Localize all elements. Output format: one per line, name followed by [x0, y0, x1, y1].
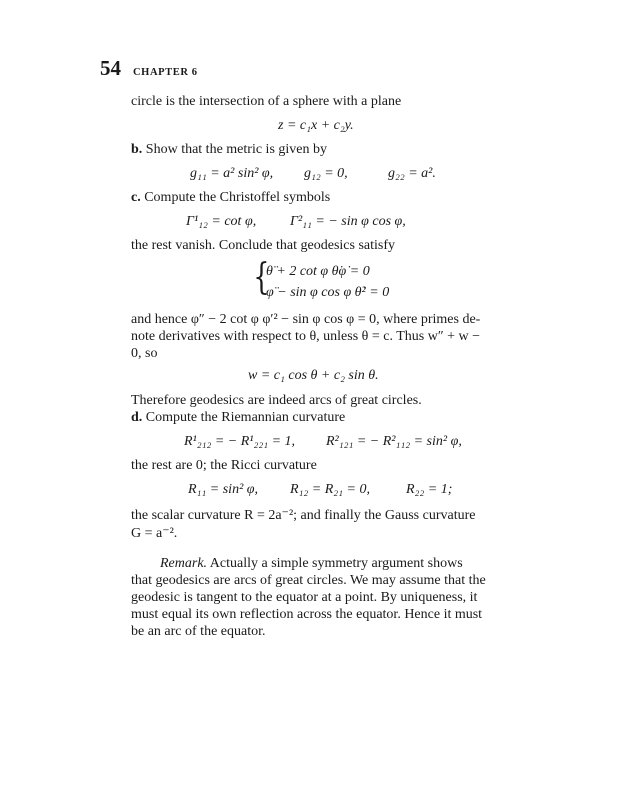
metric-g11: g₁₁ = a² sin² φ,	[190, 166, 274, 181]
text-line: Therefore geodesics are indeed arcs of great circles.	[131, 393, 422, 408]
metric-g22: g₂₂ = a².	[388, 166, 436, 181]
page-header	[100, 56, 198, 81]
text-line: the rest vanish. Conclude that geodesics satisfy	[131, 238, 395, 253]
part-b	[131, 142, 327, 158]
page-number: 54	[100, 56, 121, 80]
ricci-12: R₁₂ = R₂₁ = 0,	[290, 482, 370, 497]
text-line: 0, so	[131, 346, 158, 361]
part-d	[131, 410, 345, 426]
christoffel-1: Γ¹₁₂ = cot φ,	[186, 214, 257, 229]
text-line: must equal its own reflection across the equator. Hence it must	[131, 607, 483, 622]
text-line: and hence φ″ − 2 cot φ φ′² − sin φ cos φ = 0, where primes de-	[131, 312, 481, 327]
plane-equation: z = c₁x + c₂y.	[278, 118, 354, 133]
part-c-label: c.	[131, 190, 141, 205]
text-line: that geodesics are arcs of great circles. We may assume that the	[131, 573, 486, 588]
chapter-title: CHAPTER 6	[133, 67, 198, 78]
geodesic-eq-2: φ̈ − sin φ cos φ θ̇² = 0	[266, 285, 390, 300]
text-line: geodesic is tangent to the equator at a point. By uniqueness, it	[131, 590, 478, 605]
christoffel-2: Γ²₁₁ = − sin φ cos φ,	[290, 214, 406, 229]
text-line: the rest are 0; the Ricci curvature	[131, 458, 317, 473]
riemann-2: R²₁₂₁ = − R²₁₁₂ = sin² φ,	[326, 434, 462, 449]
metric-g12: g₁₂ = 0,	[304, 166, 348, 181]
part-d-text: Compute the Riemannian curvature	[145, 410, 346, 425]
text-line: G = a⁻².	[131, 526, 178, 541]
remark-label: Remark.	[160, 556, 208, 571]
part-d-label: d.	[131, 410, 143, 425]
part-b-text: Show that the metric is given by	[145, 142, 327, 157]
text-line: the scalar curvature R = 2a⁻²; and finally the Gauss curvature	[131, 508, 476, 523]
remark-line	[160, 556, 463, 572]
left-brace: {	[253, 257, 270, 298]
part-c-text: Compute the Christoffel symbols	[144, 190, 331, 205]
part-b-label: b.	[131, 142, 143, 157]
part-c	[131, 190, 330, 206]
w-equation: w = c₁ cos θ + c₂ sin θ.	[248, 368, 379, 383]
ricci-11: R₁₁ = sin² φ,	[188, 482, 259, 497]
text-line: note derivatives with respect to θ, unless θ = c. Thus w″ + w −	[131, 329, 481, 344]
text-line: circle is the intersection of a sphere with a plane	[131, 94, 402, 109]
ricci-22: R₂₂ = 1;	[406, 482, 453, 497]
riemann-1: R¹₂₁₂ = − R¹₂₂₁ = 1,	[184, 434, 296, 449]
remark-text: Actually a simple symmetry argument shows	[209, 556, 463, 571]
text-line: be an arc of the equator.	[131, 624, 266, 639]
geodesic-eq-1: θ̈ + 2 cot φ θ̇φ̇ = 0	[266, 264, 370, 279]
